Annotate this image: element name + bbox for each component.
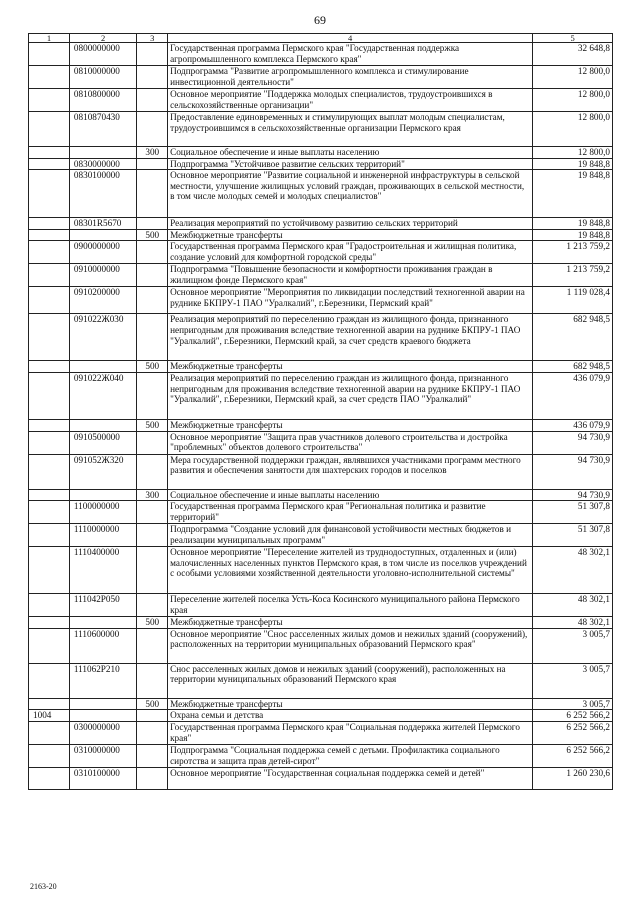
cell-target-code: 0910500000 bbox=[69, 431, 137, 454]
cell-target-code: 0810000000 bbox=[69, 66, 137, 89]
cell-name: Мера государственной поддержки граждан, являвшихся участниками программ местного развития и обеспечения занятости для шахтерских городов и поселков bbox=[168, 454, 533, 489]
cell-expense-type bbox=[137, 112, 168, 147]
cell-expense-type: 300 bbox=[137, 489, 168, 501]
cell-section bbox=[29, 663, 70, 698]
cell-amount: 6 252 566,2 bbox=[533, 721, 613, 744]
cell-section bbox=[29, 547, 70, 594]
cell-section: 1004 bbox=[29, 710, 70, 722]
table-row bbox=[29, 419, 613, 431]
cell-section bbox=[29, 617, 70, 629]
cell-expense-type bbox=[137, 372, 168, 419]
table-row bbox=[29, 170, 613, 218]
cell-target-code bbox=[69, 617, 137, 629]
cell-target-code: 0310000000 bbox=[69, 744, 137, 767]
cell-section bbox=[29, 489, 70, 501]
cell-expense-type bbox=[137, 744, 168, 767]
budget-table bbox=[28, 33, 613, 790]
table-row bbox=[29, 218, 613, 230]
cell-amount: 436 079,9 bbox=[533, 419, 613, 431]
cell-section bbox=[29, 229, 70, 241]
cell-name: Государственная программа Пермского края "Социальная поддержка жителей Пермского края" bbox=[168, 721, 533, 744]
cell-expense-type bbox=[137, 501, 168, 524]
cell-target-code: 1110600000 bbox=[69, 628, 137, 663]
cell-expense-type bbox=[137, 158, 168, 170]
cell-target-code: 1100000000 bbox=[69, 501, 137, 524]
cell-expense-type bbox=[137, 287, 168, 314]
cell-amount: 682 948,5 bbox=[533, 314, 613, 361]
cell-target-code: 1110000000 bbox=[69, 524, 137, 547]
cell-name: Подпрограмма "Развитие агропромышленного комплекса и стимулирование инвестиционной деятельности" bbox=[168, 66, 533, 89]
header-cell-target-code: 2 bbox=[69, 34, 137, 43]
cell-target-code bbox=[69, 361, 137, 373]
table-row bbox=[29, 158, 613, 170]
cell-section bbox=[29, 767, 70, 789]
cell-section bbox=[29, 147, 70, 159]
table-body bbox=[29, 43, 613, 790]
cell-name: Государственная программа Пермского края "Региональная политика и развитие территорий" bbox=[168, 501, 533, 524]
cell-amount: 19 848,8 bbox=[533, 170, 613, 218]
cell-amount: 48 302,1 bbox=[533, 617, 613, 629]
cell-amount: 51 307,8 bbox=[533, 524, 613, 547]
cell-name: Подпрограмма "Повышение безопасности и комфортности проживания граждан в жилищном фонде Пермского края" bbox=[168, 264, 533, 287]
table-row bbox=[29, 454, 613, 489]
cell-amount: 3 005,7 bbox=[533, 663, 613, 698]
cell-section bbox=[29, 264, 70, 287]
cell-target-code: 111062Р210 bbox=[69, 663, 137, 698]
cell-section bbox=[29, 698, 70, 710]
table-row bbox=[29, 264, 613, 287]
cell-target-code bbox=[69, 698, 137, 710]
table-row bbox=[29, 241, 613, 264]
cell-amount: 6 252 566,2 bbox=[533, 710, 613, 722]
table-row bbox=[29, 147, 613, 159]
cell-target-code: 0810870430 bbox=[69, 112, 137, 147]
cell-target-code: 1110400000 bbox=[69, 547, 137, 594]
table-row bbox=[29, 501, 613, 524]
table-row bbox=[29, 66, 613, 89]
cell-section bbox=[29, 501, 70, 524]
cell-expense-type bbox=[137, 454, 168, 489]
cell-name: Социальное обеспечение и иные выплаты населению bbox=[168, 489, 533, 501]
table-row bbox=[29, 594, 613, 617]
cell-section bbox=[29, 158, 70, 170]
cell-amount: 3 005,7 bbox=[533, 628, 613, 663]
cell-section bbox=[29, 218, 70, 230]
cell-expense-type bbox=[137, 241, 168, 264]
cell-section bbox=[29, 721, 70, 744]
cell-target-code: 08301R5670 bbox=[69, 218, 137, 230]
table-row bbox=[29, 229, 613, 241]
table-row bbox=[29, 89, 613, 112]
cell-name: Межбюджетные трансферты bbox=[168, 229, 533, 241]
cell-section bbox=[29, 744, 70, 767]
cell-expense-type bbox=[137, 218, 168, 230]
cell-name: Государственная программа Пермского края "Государственная поддержка агропромышленного комплекса Пермского края" bbox=[168, 43, 533, 66]
cell-section bbox=[29, 314, 70, 361]
cell-name: Основное мероприятие "Развитие социальной и инженерной инфраструктуры в сельской местности, улучшение жилищных условий граждан, проживающих в сельской местности, в том числе молодых семей и молодых специалистов" bbox=[168, 170, 533, 218]
cell-amount: 19 848,8 bbox=[533, 158, 613, 170]
cell-target-code: 0830000000 bbox=[69, 158, 137, 170]
cell-expense-type bbox=[137, 767, 168, 789]
cell-name: Подпрограмма "Устойчивое развитие сельских территорий" bbox=[168, 158, 533, 170]
cell-target-code: 0300000000 bbox=[69, 721, 137, 744]
cell-name: Реализация мероприятий по переселению граждан из жилищного фонда, признанного непригодным для проживания вследствие техногенной аварии на руднике БКПРУ-1 ПАО "Уралкалий", г.Березники, Пермский край, за счет средств краевого бюджета bbox=[168, 314, 533, 361]
cell-amount: 1 213 759,2 bbox=[533, 241, 613, 264]
cell-target-code bbox=[69, 229, 137, 241]
table-row bbox=[29, 112, 613, 147]
cell-section bbox=[29, 594, 70, 617]
cell-amount: 94 730,9 bbox=[533, 431, 613, 454]
cell-target-code: 0310100000 bbox=[69, 767, 137, 789]
cell-target-code: 0830100000 bbox=[69, 170, 137, 218]
table-row bbox=[29, 547, 613, 594]
cell-expense-type: 500 bbox=[137, 419, 168, 431]
page-number: 69 bbox=[314, 13, 326, 27]
table-row bbox=[29, 314, 613, 361]
cell-amount: 51 307,8 bbox=[533, 501, 613, 524]
cell-section bbox=[29, 372, 70, 419]
cell-section bbox=[29, 419, 70, 431]
header-cell-expense-type: 3 bbox=[137, 34, 168, 43]
table-header-row bbox=[29, 34, 613, 43]
header-cell-name: 4 bbox=[168, 34, 533, 43]
cell-name: Межбюджетные трансферты bbox=[168, 361, 533, 373]
cell-target-code: 0910000000 bbox=[69, 264, 137, 287]
cell-section bbox=[29, 112, 70, 147]
cell-amount: 12 800,0 bbox=[533, 89, 613, 112]
cell-name: Основное мероприятие "Поддержка молодых специалистов, трудоустроившихся в сельскохозяйственные организации" bbox=[168, 89, 533, 112]
cell-expense-type bbox=[137, 594, 168, 617]
header-cell-amount: 5 bbox=[533, 34, 613, 43]
cell-section bbox=[29, 43, 70, 66]
table-row bbox=[29, 710, 613, 722]
table-row bbox=[29, 628, 613, 663]
cell-expense-type bbox=[137, 314, 168, 361]
cell-target-code: 111042Р050 bbox=[69, 594, 137, 617]
table-row bbox=[29, 43, 613, 66]
cell-section bbox=[29, 241, 70, 264]
cell-expense-type bbox=[137, 524, 168, 547]
cell-name: Основное мероприятие "Государственная социальная поддержка семей и детей" bbox=[168, 767, 533, 789]
cell-expense-type bbox=[137, 547, 168, 594]
cell-expense-type: 500 bbox=[137, 361, 168, 373]
cell-amount: 94 730,9 bbox=[533, 489, 613, 501]
table-row bbox=[29, 524, 613, 547]
cell-name: Межбюджетные трансферты bbox=[168, 419, 533, 431]
header-cell-section: 1 bbox=[29, 34, 70, 43]
cell-section bbox=[29, 628, 70, 663]
cell-amount: 1 213 759,2 bbox=[533, 264, 613, 287]
table-row bbox=[29, 287, 613, 314]
table-row bbox=[29, 431, 613, 454]
cell-expense-type: 300 bbox=[137, 147, 168, 159]
cell-name: Государственная программа Пермского края "Градостроительная и жилищная политика, создание условий для комфортной городской среды" bbox=[168, 241, 533, 264]
cell-name: Основное мероприятие "Защита прав участников долевого строительства и достройка "проблемных" объектов долевого строительства" bbox=[168, 431, 533, 454]
table-row bbox=[29, 617, 613, 629]
cell-amount: 19 848,8 bbox=[533, 229, 613, 241]
cell-expense-type: 500 bbox=[137, 617, 168, 629]
cell-section bbox=[29, 89, 70, 112]
cell-amount: 682 948,5 bbox=[533, 361, 613, 373]
cell-amount: 6 252 566,2 bbox=[533, 744, 613, 767]
cell-amount: 12 800,0 bbox=[533, 66, 613, 89]
cell-target-code: 0810800000 bbox=[69, 89, 137, 112]
cell-name: Межбюджетные трансферты bbox=[168, 617, 533, 629]
cell-section bbox=[29, 170, 70, 218]
cell-amount: 48 302,1 bbox=[533, 547, 613, 594]
cell-name: Предоставление единовременных и стимулирующих выплат молодым специалистам, трудоустроившимся в сельскохозяйственные организации Пермского края bbox=[168, 112, 533, 147]
cell-section bbox=[29, 524, 70, 547]
table-row bbox=[29, 744, 613, 767]
cell-target-code: 0910200000 bbox=[69, 287, 137, 314]
cell-expense-type bbox=[137, 628, 168, 663]
cell-section bbox=[29, 454, 70, 489]
footer-document-code: 2163-20 bbox=[30, 882, 57, 891]
cell-target-code bbox=[69, 419, 137, 431]
cell-name: Реализация мероприятий по устойчивому развитию сельских территорий bbox=[168, 218, 533, 230]
cell-amount: 19 848,8 bbox=[533, 218, 613, 230]
cell-amount: 1 119 028,4 bbox=[533, 287, 613, 314]
cell-target-code: 091022Ж040 bbox=[69, 372, 137, 419]
cell-expense-type bbox=[137, 663, 168, 698]
cell-name: Подпрограмма "Социальная поддержка семей с детьми. Профилактика социального сиротства и защита прав детей-сирот" bbox=[168, 744, 533, 767]
cell-amount: 12 800,0 bbox=[533, 147, 613, 159]
cell-name: Межбюджетные трансферты bbox=[168, 698, 533, 710]
table-row bbox=[29, 721, 613, 744]
cell-expense-type bbox=[137, 721, 168, 744]
cell-amount: 94 730,9 bbox=[533, 454, 613, 489]
table-row bbox=[29, 489, 613, 501]
cell-amount: 436 079,9 bbox=[533, 372, 613, 419]
cell-expense-type bbox=[137, 264, 168, 287]
cell-amount: 12 800,0 bbox=[533, 112, 613, 147]
cell-amount: 1 260 230,6 bbox=[533, 767, 613, 789]
cell-name: Основное мероприятие "Снос расселенных жилых домов и нежилых зданий (сооружений), расположенных на территории муниципальных образований Пермского края" bbox=[168, 628, 533, 663]
cell-target-code: 0800000000 bbox=[69, 43, 137, 66]
cell-target-code bbox=[69, 489, 137, 501]
table-row bbox=[29, 663, 613, 698]
cell-name: Снос расселенных жилых домов и нежилых зданий (сооружений), расположенных на территории муниципальных образований Пермского края bbox=[168, 663, 533, 698]
cell-name: Реализация мероприятий по переселению граждан из жилищного фонда, признанного непригодным для проживания вследствие техногенной аварии на руднике БКПРУ-1 ПАО "Уралкалий", г.Березники, Пермский край, за счет средств ПАО "Уралкалий" bbox=[168, 372, 533, 419]
cell-name: Основное мероприятие "Мероприятия по ликвидации последствий техногенной аварии на руднике БКПРУ-1 ПАО "Уралкалий", г.Березники, Пермский край" bbox=[168, 287, 533, 314]
cell-target-code: 091052Ж320 bbox=[69, 454, 137, 489]
cell-expense-type bbox=[137, 431, 168, 454]
table-row bbox=[29, 361, 613, 373]
cell-expense-type bbox=[137, 66, 168, 89]
cell-section bbox=[29, 66, 70, 89]
cell-name: Переселение жителей поселка Усть-Коса Косинского муниципального района Пермского края bbox=[168, 594, 533, 617]
cell-amount: 32 648,8 bbox=[533, 43, 613, 66]
cell-name: Основное мероприятие "Переселение жителей из труднодоступных, отдаленных и (или) малочисленных населенных пунктов Пермского края, в том числе из поселков учреждений с особыми условиями хозяйственной деятельности уголовно-исполнительной системы" bbox=[168, 547, 533, 594]
cell-expense-type bbox=[137, 43, 168, 66]
cell-target-code: 0900000000 bbox=[69, 241, 137, 264]
table-row bbox=[29, 372, 613, 419]
cell-amount: 48 302,1 bbox=[533, 594, 613, 617]
cell-section bbox=[29, 287, 70, 314]
cell-expense-type bbox=[137, 170, 168, 218]
cell-expense-type bbox=[137, 710, 168, 722]
cell-expense-type bbox=[137, 89, 168, 112]
cell-name: Подпрограмма "Создание условий для финансовой устойчивости местных бюджетов и реализации муниципальных программ" bbox=[168, 524, 533, 547]
cell-expense-type: 500 bbox=[137, 229, 168, 241]
cell-section bbox=[29, 431, 70, 454]
table-row bbox=[29, 767, 613, 789]
cell-name: Охрана семьи и детства bbox=[168, 710, 533, 722]
cell-name: Социальное обеспечение и иные выплаты населению bbox=[168, 147, 533, 159]
cell-target-code bbox=[69, 147, 137, 159]
cell-target-code: 091022Ж030 bbox=[69, 314, 137, 361]
cell-section bbox=[29, 361, 70, 373]
cell-expense-type: 500 bbox=[137, 698, 168, 710]
table-row bbox=[29, 698, 613, 710]
cell-amount: 3 005,7 bbox=[533, 698, 613, 710]
cell-target-code bbox=[69, 710, 137, 722]
